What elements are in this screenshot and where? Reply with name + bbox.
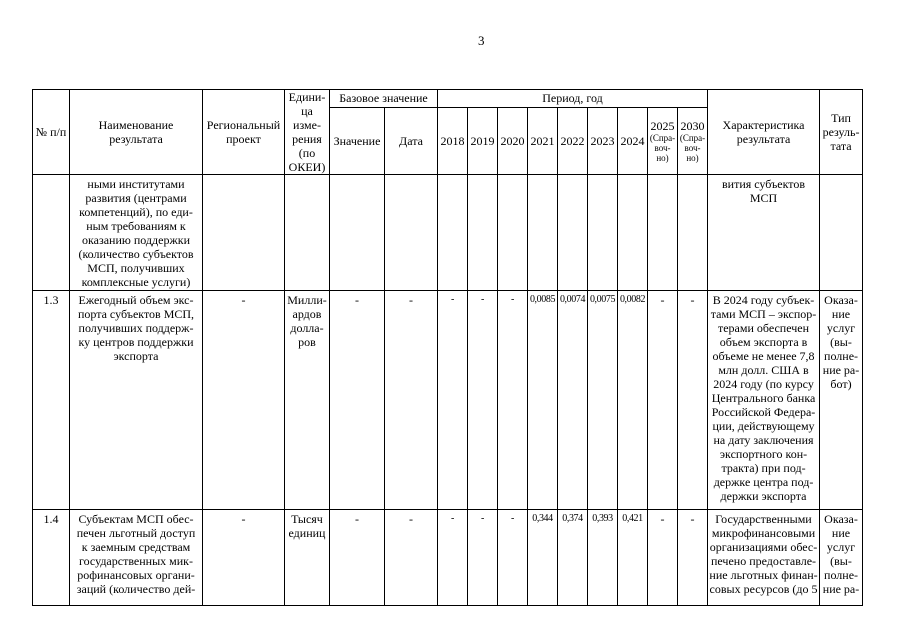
header-period: Период, год [438,90,708,108]
header-unit-line: рения (по [292,132,322,160]
row-type-line: полне- [824,568,859,582]
ref-year-note: воч- [684,142,701,153]
row-num: 1.4 [33,510,70,606]
header-unit-line: ца изме- [293,104,321,132]
row-ref-value: - [678,510,708,606]
row-characteristic-line: ние льготных финан- [709,568,818,582]
row-name-line: порта субъектов МСП, [77,307,195,321]
row-unit-line: Тысяч [291,512,323,526]
row-base-value: - [330,510,385,606]
row-base-date [385,175,438,291]
row-type-line: Оказа- [824,293,858,307]
header-year: 2024 [618,107,648,174]
header-year: 2019 [468,107,498,174]
row-name-line: Субъектам МСП обес- [78,512,194,526]
row-year-value: 0,344 [528,510,558,606]
row-year-value [468,175,498,291]
header-base-value: Значение [330,107,385,174]
row-base-value [330,175,385,291]
row-project: - [203,510,285,606]
row-name-line: экспорта [113,349,159,363]
header-unit-line: Едини- [288,90,326,104]
row-characteristic [708,510,820,606]
row-type-line: бот) [830,377,852,391]
row-year-value [498,175,528,291]
row-base-date: - [385,510,438,606]
header-year: 2022 [558,107,588,174]
header-num: № п/п [33,90,70,175]
ref-year-note: но) [656,152,669,163]
row-year-value [528,175,558,291]
row-type-line: ние ра- [822,363,860,377]
row-year-value [618,175,648,291]
row-project: - [203,291,285,510]
row-characteristic-line: держке центра под- [713,475,814,489]
row-name [70,510,203,606]
row-year-value: - [468,510,498,606]
row-characteristic-line: совых ресурсов (до 5 [709,582,818,596]
row-base-date: - [385,291,438,510]
row-type-line: (вы- [830,335,852,349]
row-characteristic-line: млн долл. США в [718,363,809,377]
row-name [70,291,203,510]
ref-year-label: 2030 [680,118,705,133]
row-year-value: - [468,291,498,510]
header-year: 2021 [528,107,558,174]
row-year-value: 0,421 [618,510,648,606]
row-name-line: комплексные услуги) [81,275,191,289]
header-project: Региональный проект [203,90,285,175]
row-year-value: 0,0082 [618,291,648,510]
row-unit-line: долла- [290,321,324,335]
results-table [32,89,863,606]
header-type-line: Тип [831,111,851,125]
row-unit [285,175,330,291]
row-characteristic [708,291,820,510]
row-year-value: 0,0085 [528,291,558,510]
row-type-line: (вы- [830,554,852,568]
header-type [820,90,863,175]
row-name-line: к заемным средствам [81,540,191,554]
header-year: 2023 [588,107,618,174]
ref-year-label: 2025 [650,118,675,133]
row-name-line: (количество субъектов [78,247,194,261]
row-characteristic-line: В 2024 году субъек- [712,293,815,307]
row-characteristic-line: микрофинансовыми [711,526,816,540]
header-characteristic: Характеристика результата [708,90,820,175]
row-unit-line: единиц [288,526,326,540]
row-type-line: услуг [826,540,856,554]
table-row [33,510,863,606]
table-row [33,291,863,510]
row-characteristic-line: объем экспорта в [719,335,808,349]
row-year-value: - [498,510,528,606]
ref-year-note: но) [686,152,699,163]
row-ref-value [678,175,708,291]
row-num: 1.3 [33,291,70,510]
row-characteristic-line: печено предоставле- [710,554,817,568]
header-name: Наименование результата [70,90,203,175]
header-base-date: Дата [385,107,438,174]
row-ref-value: - [648,510,678,606]
ref-year-note: воч- [654,142,671,153]
ref-year-note: (Спра- [679,132,706,143]
row-year-value: - [438,510,468,606]
row-characteristic-line: тракта) при под- [721,461,806,475]
row-year-value: 0,393 [588,510,618,606]
row-characteristic-line: терами обеспечен [717,321,810,335]
row-name-line: заций (количество дей- [76,582,196,596]
row-name-line: рофинансовых органи- [77,568,195,582]
row-name-line: ку центров поддержки [78,335,194,349]
row-name-line: компетенций), по еди- [79,205,193,219]
row-name-line: Ежегодный объем экс- [78,293,194,307]
header-ref-year [648,107,678,174]
row-unit [285,510,330,606]
header-year: 2018 [438,107,468,174]
row-type [820,175,863,291]
header-unit [285,90,330,175]
row-characteristic-line: Центрального банка [711,391,816,405]
header-year: 2020 [498,107,528,174]
row-type-line: полне- [824,349,859,363]
header-type-line: резуль- [822,125,860,139]
row-name-line: МСП, получивших [87,261,185,275]
row-num [33,175,70,291]
row-characteristic-line: экспортного кон- [719,447,808,461]
ref-year-note: (Спра- [649,132,676,143]
header-unit-line: ОКЕИ) [288,160,326,174]
row-year-value: 0,0075 [588,291,618,510]
row-name-line: ным требованиям к [86,219,186,233]
row-unit-line: ардов [292,307,322,321]
row-characteristic-line: держки экспорта [720,489,807,503]
row-characteristic-line: на дату заключения [713,433,814,447]
row-name-line: государственных мик- [78,554,193,568]
row-year-value [558,175,588,291]
row-type-line: ние [831,526,851,540]
row-characteristic-line: Российской Федера- [711,405,816,419]
row-type [820,510,863,606]
row-characteristic-line: тами МСП – экспор- [710,307,817,321]
table-row [33,175,863,291]
row-name-line: получивших поддерж- [78,321,194,335]
row-type-line: услуг [826,321,856,335]
row-characteristic-line: Государственными [715,512,812,526]
header-type-line: тата [830,139,852,153]
row-type-line: ние ра- [822,582,860,596]
header-base: Базовое значение [330,90,438,108]
row-name-line: печен льготный доступ [76,526,196,540]
row-name-line: ными институтами [87,177,185,191]
row-year-value [588,175,618,291]
row-unit-line: Милли- [287,293,327,307]
row-name [70,175,203,291]
row-characteristic-line: ции, действующему [712,419,815,433]
row-unit [285,291,330,510]
row-name-line: развития (центрами [85,191,187,205]
row-project [203,175,285,291]
row-ref-value: - [648,291,678,510]
row-characteristic-line: 2024 году (по курсу [713,377,814,391]
row-characteristic-line: вития субъектов [721,177,806,191]
row-type-line: Оказа- [824,512,858,526]
row-type [820,291,863,510]
row-ref-value [648,175,678,291]
row-base-value: - [330,291,385,510]
row-year-value: 0,374 [558,510,588,606]
row-year-value: - [498,291,528,510]
row-ref-value: - [678,291,708,510]
row-characteristic [708,175,820,291]
row-year-value [438,175,468,291]
row-year-value: 0,0074 [558,291,588,510]
row-characteristic-line: МСП [749,191,778,205]
header-ref-year [678,107,708,174]
row-unit-line: ров [298,335,316,349]
row-type-line: ние [831,307,851,321]
row-year-value: - [438,291,468,510]
row-name-line: оказанию поддержки [81,233,190,247]
row-characteristic-line: объеме не менее 7,8 [712,349,815,363]
row-characteristic-line: организациями обес- [709,540,818,554]
page-number: 3 [478,33,485,48]
